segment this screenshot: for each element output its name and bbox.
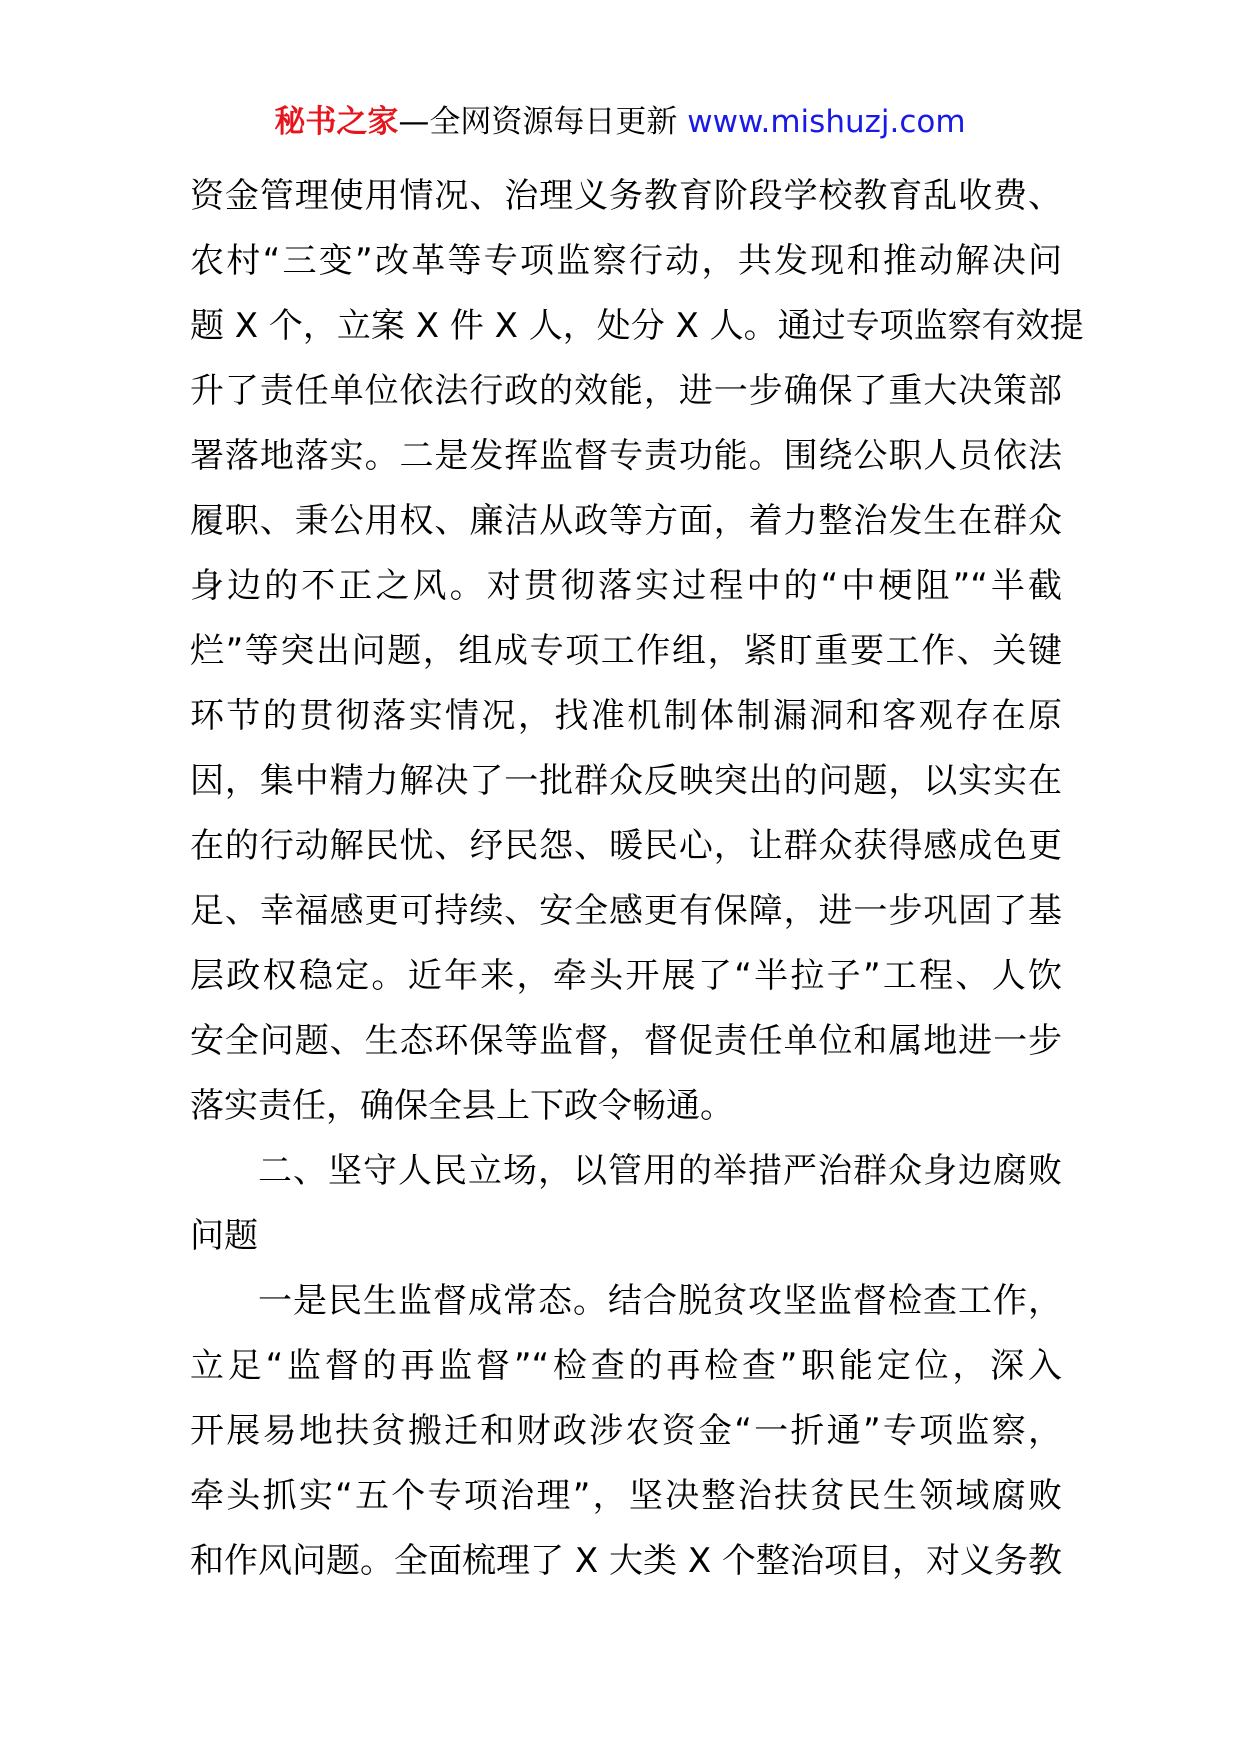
document-body <box>190 164 1084 1594</box>
text-line: 层政权稳定。近年来，牵头开展了“半拉子”工程、人饮 <box>190 956 1062 996</box>
text-line: 烂”等突出问题，组成专项工作组，紧盯重要工作、关键 <box>190 631 1062 671</box>
text-line: 安全问题、生态环保等监督，督促责任单位和属地进一步 <box>190 1021 1062 1061</box>
text-line: 和作风问题。全面梳理了 X 大类 X 个整治项目，对义务教 <box>190 1541 1062 1581</box>
text-line: 足、幸福感更可持续、安全感更有保障，进一步巩固了基 <box>190 891 1062 931</box>
text-line: 落实责任，确保全县上下政令畅通。 <box>190 1086 734 1126</box>
text-line: 环节的贯彻落实情况，找准机制体制漏洞和客观存在原 <box>190 696 1062 736</box>
section-heading-continued: 问题 <box>190 1216 258 1256</box>
header-slogan: —全网资源每日更新 <box>398 104 688 140</box>
text-line: 身边的不正之风。对贯彻落实过程中的“中梗阻”“半截 <box>190 566 1062 606</box>
text-line: 开展易地扶贫搬迁和财政涉农资金“一折通”专项监察， <box>190 1411 1062 1451</box>
site-url[interactable]: www.mishuzj.com <box>687 104 966 140</box>
text-line: 履职、秉公用权、廉洁从政等方面，着力整治发生在群众 <box>190 501 1062 541</box>
site-header <box>0 102 1240 142</box>
text-line: 牵头抓实“五个专项治理”，坚决整治扶贫民生领域腐败 <box>190 1476 1062 1516</box>
text-line: 署落地落实。二是发挥监督专责功能。围绕公职人员依法 <box>190 436 1062 476</box>
text-line: 农村“三变”改革等专项监察行动，共发现和推动解决问 <box>190 241 1062 281</box>
brand-name: 秘书之家 <box>274 104 399 140</box>
text-line: 在的行动解民忧、纾民怨、暖民心，让群众获得感成色更 <box>190 826 1062 866</box>
section-heading: 二、坚守人民立场，以管用的举措严治群众身边腐败 <box>258 1151 1062 1191</box>
text-line: 题 X 个，立案 X 件 X 人，处分 X 人。通过专项监察有效提 <box>190 306 1084 346</box>
text-line: 立足“监督的再监督”“检查的再检查”职能定位，深入 <box>190 1346 1062 1386</box>
text-line: 资金管理使用情况、治理义务教育阶段学校教育乱收费、 <box>190 176 1062 216</box>
text-line: 一是民生监督成常态。结合脱贫攻坚监督检查工作， <box>258 1281 1062 1321</box>
text-line: 因，集中精力解决了一批群众反映突出的问题，以实实在 <box>190 761 1062 801</box>
text-line: 升了责任单位依法行政的效能，进一步确保了重大决策部 <box>190 371 1062 411</box>
